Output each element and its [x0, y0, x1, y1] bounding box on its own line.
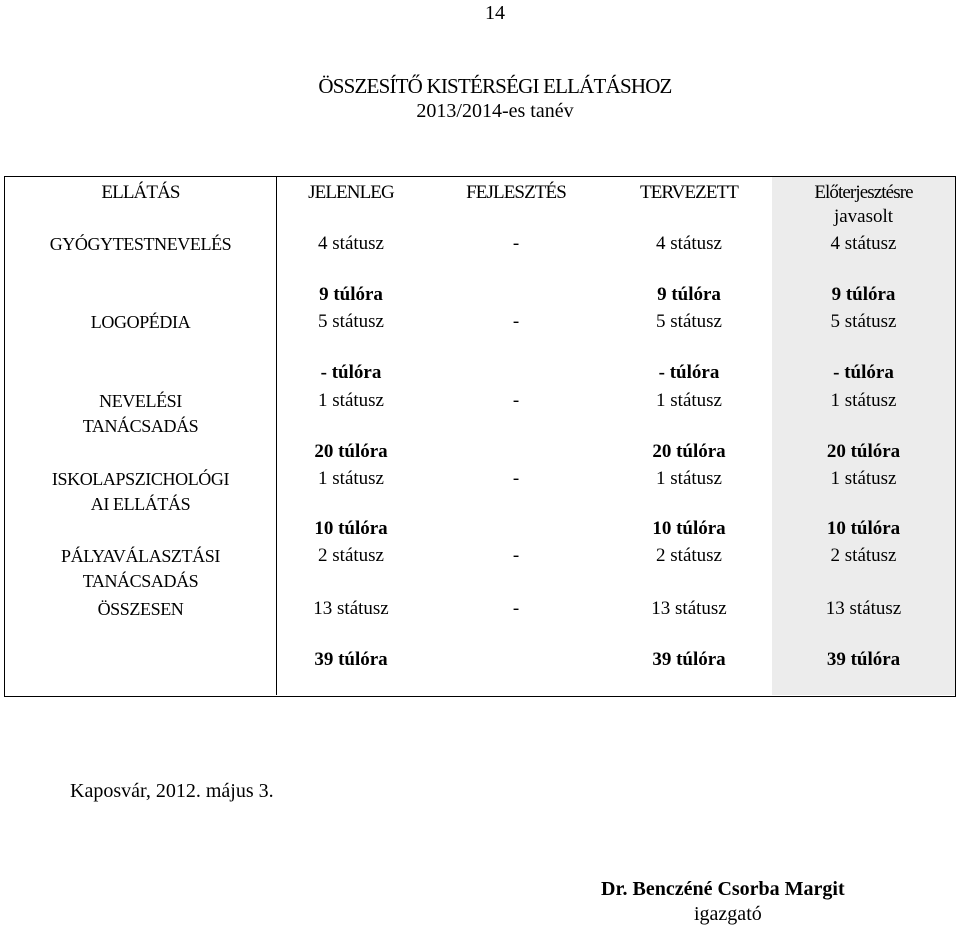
tervezett-status: 2 státusz: [656, 545, 722, 566]
jelenleg-status: 1 státusz: [318, 468, 384, 489]
javasolt-overtime-total: 39 túlóra: [826, 649, 901, 670]
row-name-line2: TANÁCSADÁS: [82, 571, 199, 591]
jelenleg-overtime: - túlóra: [320, 362, 382, 383]
javasolt-overtime: 20 túlóra: [826, 441, 901, 462]
javasolt-status: 1 státusz: [830, 390, 897, 411]
fejlesztes-value: -: [512, 468, 520, 489]
tervezett-status: 1 státusz: [656, 468, 722, 489]
javasolt-status: 2 státusz: [830, 545, 897, 566]
place-and-date: Kaposvár, 2012. május 3.: [70, 780, 274, 802]
jelenleg-status-total: 13 státusz: [313, 598, 389, 619]
row-name: GYÓGYTESTNEVELÉS: [49, 234, 232, 254]
document-subtitle: 2013/2014-es tanév: [416, 100, 574, 122]
row-name-total: ÖSSZESEN: [97, 599, 184, 619]
signer-title: igazgató: [694, 903, 762, 925]
header-tervezett: TERVEZETT: [639, 182, 738, 203]
fejlesztes-value: -: [512, 545, 520, 566]
fejlesztes-value: -: [512, 390, 520, 411]
row-name-line2: TANÁCSADÁS: [82, 416, 199, 436]
header-jelenleg: JELENLEG: [308, 182, 394, 203]
row-name: LOGOPÉDIA: [90, 312, 191, 332]
fejlesztes-value: -: [512, 311, 520, 332]
signer-name: Dr. Benczéné Csorba Margit: [601, 878, 845, 900]
row-name: NEVELÉSI: [99, 391, 182, 411]
javasolt-status-total: 13 státusz: [825, 598, 902, 619]
fejlesztes-value-total: -: [512, 598, 520, 619]
tervezett-overtime: 20 túlóra: [652, 441, 726, 462]
tervezett-status: 4 státusz: [656, 233, 722, 254]
jelenleg-overtime-total: 39 túlóra: [314, 649, 388, 670]
jelenleg-status: 4 státusz: [318, 233, 384, 254]
header-javasolt-line2: javasolt: [833, 206, 894, 227]
header-javasolt-line1: Előterjesztésre: [814, 182, 913, 203]
javasolt-status: 1 státusz: [830, 468, 897, 489]
row-name: ISKOLAPSZICHOLÓGI: [51, 469, 230, 489]
tervezett-status: 5 státusz: [656, 311, 722, 332]
tervezett-overtime-total: 39 túlóra: [652, 649, 726, 670]
javasolt-status: 5 státusz: [830, 311, 897, 332]
tervezett-status-total: 13 státusz: [651, 598, 727, 619]
javasolt-overtime: - túlóra: [833, 362, 894, 383]
jelenleg-status: 5 státusz: [318, 311, 384, 332]
javasolt-overtime: 10 túlóra: [826, 518, 901, 539]
tervezett-overtime: - túlóra: [658, 362, 720, 383]
jelenleg-overtime: 10 túlóra: [314, 518, 388, 539]
tervezett-overtime: 10 túlóra: [652, 518, 726, 539]
header-fejlesztes: FEJLESZTÉS: [466, 182, 566, 203]
header-ellatas: ELLÁTÁS: [101, 182, 180, 203]
javasolt-status: 4 státusz: [830, 233, 897, 254]
fejlesztes-value: -: [512, 233, 520, 254]
tervezett-overtime: 9 túlóra: [657, 284, 721, 305]
summary-table: [4, 176, 956, 697]
tervezett-status: 1 státusz: [656, 390, 722, 411]
jelenleg-status: 1 státusz: [318, 390, 384, 411]
row-name-line2: AI ELLÁTÁS: [90, 494, 191, 514]
jelenleg-overtime: 20 túlóra: [314, 441, 388, 462]
jelenleg-overtime: 9 túlóra: [319, 284, 383, 305]
jelenleg-status: 2 státusz: [318, 545, 384, 566]
javasolt-overtime: 9 túlóra: [831, 284, 896, 305]
page-number: 14: [485, 2, 505, 24]
document-title: ÖSSZESÍTŐ KISTÉRSÉGI ELLÁTÁSHOZ: [318, 74, 672, 98]
row-name: PÁLYAVÁLASZTÁSI: [61, 546, 220, 566]
